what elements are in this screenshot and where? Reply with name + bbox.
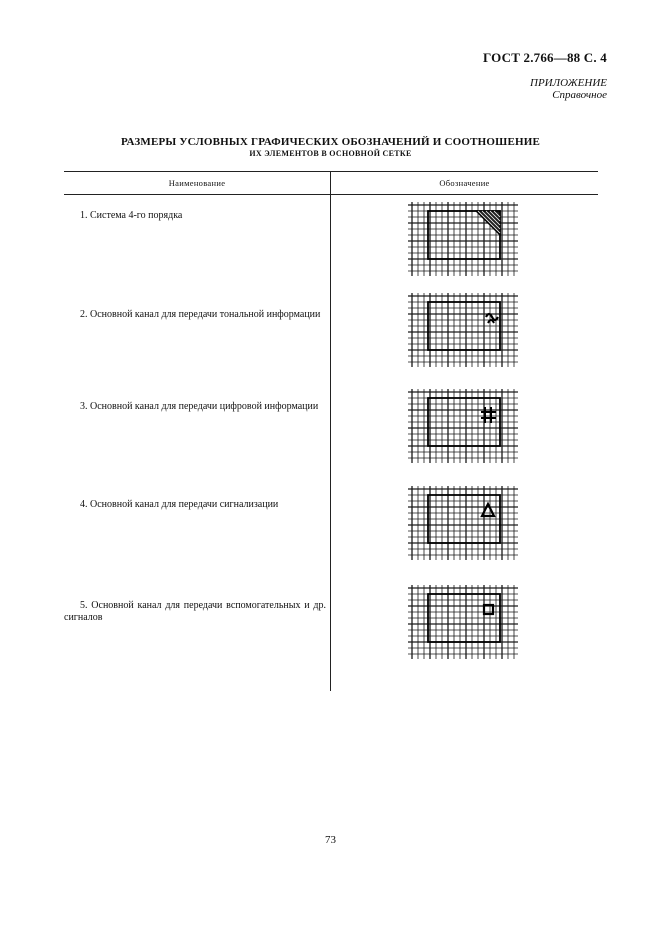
column-header-name: Наименование <box>168 178 226 188</box>
page-number: 73 <box>325 834 336 846</box>
symbol-system-4th-order <box>408 202 518 276</box>
table-column-divider <box>330 171 331 691</box>
appendix-title: ПРИЛОЖЕНИЕ <box>530 77 607 89</box>
grid-lines <box>408 293 518 367</box>
symbol-signaling-channel <box>408 486 518 560</box>
document-title: РАЗМЕРЫ УСЛОВНЫХ ГРАФИЧЕСКИХ ОБОЗНАЧЕНИЙ И СООТНОШЕНИЕ <box>120 136 541 148</box>
table-row-1-name: 1. Система 4-го порядка <box>80 210 183 221</box>
appendix-type: Справочное <box>552 89 607 101</box>
grid-lines <box>408 389 518 463</box>
appendix-label <box>530 77 607 101</box>
table-top-rule <box>64 171 598 172</box>
wave-mark-2 <box>488 320 494 323</box>
table-row-4-name: 4. Основной канал для передачи сигнализации <box>80 499 279 510</box>
symbol-tonal-channel <box>408 293 518 367</box>
table-row-3-name: 3. Основной канал для передачи цифровой информации <box>80 401 319 412</box>
column-header-symbol: Обозначение <box>439 178 490 188</box>
grid-lines <box>408 486 518 560</box>
grid-lines <box>408 202 518 276</box>
document-subtitle: ИХ ЭЛЕМЕНТОВ В ОСНОВНОЙ СЕТКЕ <box>249 149 412 158</box>
symbol-digital-channel <box>408 389 518 463</box>
grid-lines <box>408 585 518 659</box>
table-row-2-name: 2. Основной канал для передачи тональной информации <box>80 309 321 320</box>
symbol-auxiliary-channel <box>408 585 518 659</box>
standard-number: ГОСТ 2.766—88 С. 4 <box>482 50 607 65</box>
table-row-5-name: 5. Основной канал для передачи вспомогательных и др. сигналов <box>64 600 326 623</box>
table-header-rule <box>64 194 598 195</box>
